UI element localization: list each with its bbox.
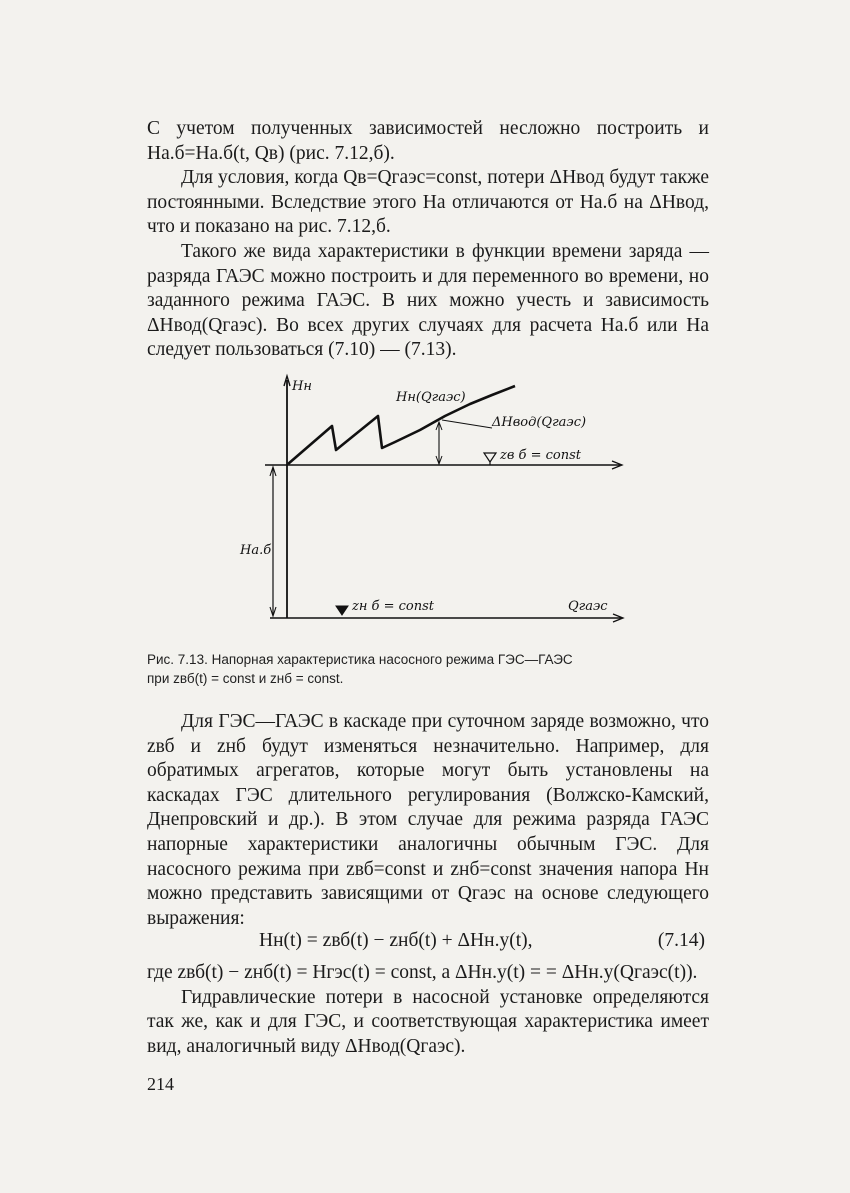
equation-7-14 — [147, 930, 709, 956]
figure-caption — [147, 650, 712, 688]
head-label: Hа.б — [240, 543, 272, 558]
top-text-block — [147, 117, 709, 363]
curve-label: Hн(Qгаэс) — [396, 390, 466, 405]
bottom-text-block — [147, 710, 709, 931]
pump-head-diagram — [230, 368, 640, 628]
y-axis-label: Hн — [292, 379, 312, 394]
lower-level-marker-icon — [336, 606, 348, 615]
paragraph-6: Гидравлические потери в насосной установке определяются так же, как и для ГЭС, и соответствующая характеристика имеет вид, аналогичный виду ΔHвод(Qгаэс). — [147, 986, 709, 1057]
page-number: 214 — [147, 1074, 174, 1094]
loss-leader — [442, 420, 492, 428]
x-axis-label: Qгаэс — [568, 599, 608, 614]
upper-level-marker-icon — [484, 453, 496, 462]
caption-line-2: при zвб(t) = const и zнб = const. — [147, 671, 344, 686]
equation-expression: Hн(t) = zвб(t) − zнб(t) + ΔHн.у(t), — [259, 930, 533, 951]
paragraph-2: Для условия, когда Qв=Qгаэс=const, потери ΔHвод будут также постоянными. Вследствие этого Hа отличаются от Hа.б на ΔHвод, что и показано на рис. 7.12,б. — [147, 167, 709, 238]
paragraph-3: Такого же вида характеристики в функции времени заряда — разряда ГАЭС можно построить и для переменного во времени, но заданного режима ГАЭС. В них можно учесть и зависимость ΔHвод(Qгаэс). Во всех других случаях для расчета Hа.б или Hа следует пользоваться (7.10) — (7.13). — [147, 240, 709, 361]
caption-line-1: Рис. 7.13. Напорная характеристика насосного режима ГЭС—ГАЭС — [147, 652, 573, 667]
loss-label: ΔHвод(Qгаэс) — [492, 415, 587, 430]
lower-level-label: zн б = const — [352, 599, 435, 614]
paragraph-5: где zвб(t) − zнб(t) = Hгэс(t) = const, а ΔHн.у(t) = = ΔHн.у(Qгаэс(t)). — [147, 962, 698, 983]
paragraph-1: С учетом полученных зависимостей несложно построить и Hа.б=Hа.б(t, Qв) (рис. 7.12,б). — [147, 118, 709, 164]
after-equation-text — [147, 961, 709, 1059]
upper-level-label: zв б = const — [500, 448, 582, 463]
equation-number: (7.14) — [657, 930, 705, 951]
paragraph-4: Для ГЭС—ГАЭС в каскаде при суточном заряде возможно, что zвб и zнб будут изменяться незначительно. Например, для обратимых агрегатов, которые могут быть установлены на каскадах ГЭС длительного регулирования (Волжско-Камский, Днепровский и др.). В этом случае для режима разряда ГАЭС напорные характеристики аналогичны обычным ГЭС. Для насосного режима при zвб=const и zнб=const значения напора Hн можно представить зависящими от Qгаэс на основе следующего выражения: — [147, 711, 709, 929]
figure-7-13 — [230, 368, 640, 628]
